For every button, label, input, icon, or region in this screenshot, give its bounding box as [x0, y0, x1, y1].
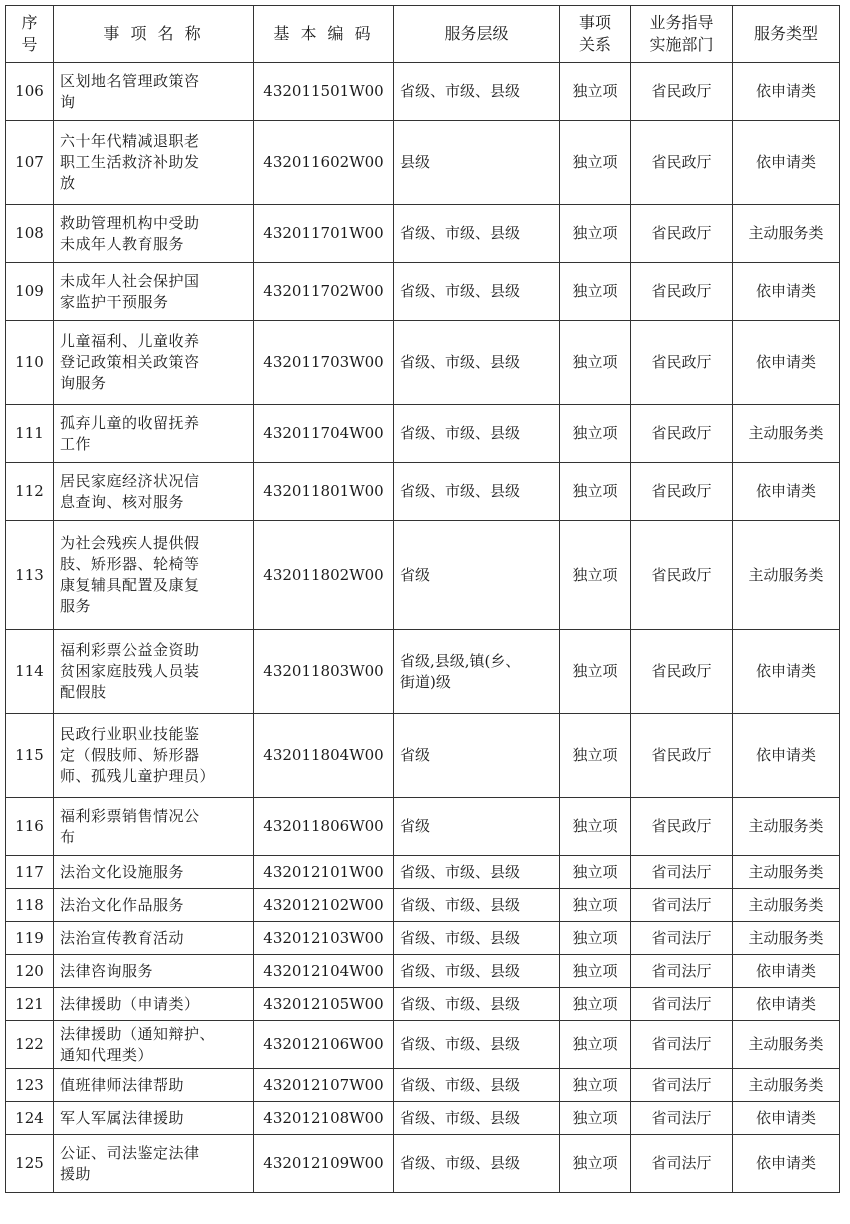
cell-name: [54, 263, 254, 321]
table-row: [6, 856, 840, 889]
table-row: [6, 922, 840, 955]
cell-level-line: 省级: [400, 746, 431, 764]
cell-relation: 独立项: [560, 321, 631, 405]
cell-type: 主动服务类: [733, 922, 840, 955]
cell-seq: 107: [6, 121, 54, 205]
cell-dept: 省民政厅: [631, 263, 733, 321]
cell-name: [54, 889, 254, 922]
cell-relation: 独立项: [560, 121, 631, 205]
cell-level-line: 省级、市级、县级: [400, 994, 521, 1013]
cell-type: 主动服务类: [733, 798, 840, 856]
cell-type: 依申请类: [733, 63, 840, 121]
cell-name: [54, 521, 254, 630]
table-row: [6, 463, 840, 521]
cell-relation: 独立项: [560, 63, 631, 121]
cell-name-line: 值班律师法律帮助: [60, 1075, 185, 1094]
cell-dept: 省司法厅: [631, 1102, 733, 1135]
cell-name-line: 未成年人社会保护国: [60, 271, 200, 290]
cell-type: 依申请类: [733, 988, 840, 1021]
cell-type: 依申请类: [733, 321, 840, 405]
cell-type: 依申请类: [733, 463, 840, 521]
table-row: [6, 988, 840, 1021]
table-row: [6, 1135, 840, 1193]
table-row: [6, 263, 840, 321]
cell-code: 432012108W00: [254, 1102, 394, 1135]
cell-name-line: 登记政策相关政策咨: [60, 353, 200, 371]
header-dept: 业务指导 实施部门: [631, 6, 733, 63]
cell-dept: 省民政厅: [631, 321, 733, 405]
cell-level-line: 省级、市级、县级: [400, 928, 521, 947]
cell-level: [394, 521, 560, 630]
cell-level: [394, 263, 560, 321]
cell-name-line: 法律咨询服务: [60, 961, 154, 980]
cell-level-line: 省级、市级、县级: [400, 895, 521, 914]
cell-code: 432012106W00: [254, 1021, 394, 1069]
cell-code: 432012105W00: [254, 988, 394, 1021]
cell-name-line: 救助管理机构中受助: [60, 213, 200, 232]
cell-seq: 117: [6, 856, 54, 889]
cell-relation: 独立项: [560, 463, 631, 521]
cell-relation: 独立项: [560, 856, 631, 889]
cell-level-line: 省级、市级、县级: [400, 1108, 521, 1127]
cell-name: [54, 798, 254, 856]
cell-dept: 省民政厅: [631, 205, 733, 263]
cell-dept: 省司法厅: [631, 922, 733, 955]
table-row: [6, 63, 840, 121]
cell-name-line: 康复辅具配置及康复: [60, 576, 200, 594]
cell-relation: 独立项: [560, 955, 631, 988]
cell-seq: 110: [6, 321, 54, 405]
cell-seq: 118: [6, 889, 54, 922]
header-code: 基 本 编 码: [254, 6, 394, 63]
cell-level-line: 省级,县级,镇(乡、: [400, 651, 521, 670]
cell-name: [54, 405, 254, 463]
cell-level-line: 省级、市级、县级: [400, 961, 521, 980]
cell-name-line: 工作: [60, 434, 92, 453]
cell-code: 432012101W00: [254, 856, 394, 889]
cell-level-line: 省级、市级、县级: [400, 1075, 521, 1094]
cell-type: 主动服务类: [733, 1069, 840, 1102]
cell-name-line: 公证、司法鉴定法律: [60, 1143, 200, 1162]
cell-dept: 省司法厅: [631, 1135, 733, 1193]
table-row: [6, 889, 840, 922]
cell-level-line: 省级: [400, 817, 431, 835]
cell-name-line: 为社会残疾人提供假: [60, 534, 200, 552]
cell-name: [54, 630, 254, 714]
cell-seq: 108: [6, 205, 54, 263]
cell-name: [54, 955, 254, 988]
cell-level: [394, 405, 560, 463]
cell-dept: 省民政厅: [631, 121, 733, 205]
cell-dept: 省司法厅: [631, 1021, 733, 1069]
cell-name-line: 息查询、核对服务: [60, 492, 185, 511]
cell-code: 432011806W00: [254, 798, 394, 856]
cell-name-line: 福利彩票公益金资助: [60, 641, 200, 659]
cell-type: 依申请类: [733, 630, 840, 714]
table-row: [6, 798, 840, 856]
cell-level: [394, 1135, 560, 1193]
cell-level: [394, 988, 560, 1021]
cell-type: 依申请类: [733, 121, 840, 205]
cell-name-line: 福利彩票销售情况公: [60, 806, 200, 825]
cell-name: [54, 63, 254, 121]
cell-level-line: 县级: [400, 153, 431, 171]
cell-seq: 106: [6, 63, 54, 121]
cell-seq: 122: [6, 1021, 54, 1069]
cell-dept: 省民政厅: [631, 405, 733, 463]
cell-code: 432011501W00: [254, 63, 394, 121]
cell-seq: 124: [6, 1102, 54, 1135]
table-row: [6, 121, 840, 205]
cell-seq: 123: [6, 1069, 54, 1102]
table-row: [6, 205, 840, 263]
cell-seq: 121: [6, 988, 54, 1021]
cell-level: [394, 955, 560, 988]
cell-relation: 独立项: [560, 988, 631, 1021]
cell-name-line: 职工生活救济补助发: [60, 153, 200, 171]
cell-level-line: 省级、市级、县级: [400, 282, 521, 300]
cell-name-line: 家监护干预服务: [60, 292, 169, 311]
cell-type: 依申请类: [733, 263, 840, 321]
cell-level: [394, 63, 560, 121]
cell-level: [394, 798, 560, 856]
cell-name-line: 儿童福利、儿童收养: [60, 332, 200, 350]
cell-name: [54, 463, 254, 521]
cell-code: 432012104W00: [254, 955, 394, 988]
cell-level-line: 省级、市级、县级: [400, 353, 521, 371]
cell-name-line: 师、孤残儿童护理员）: [60, 767, 216, 785]
cell-type: 依申请类: [733, 714, 840, 798]
cell-seq: 114: [6, 630, 54, 714]
header-level: 服务层级: [394, 6, 560, 63]
cell-dept: 省民政厅: [631, 521, 733, 630]
cell-seq: 119: [6, 922, 54, 955]
cell-name: [54, 321, 254, 405]
cell-level: [394, 1102, 560, 1135]
services-table: [5, 5, 840, 1193]
cell-dept: 省民政厅: [631, 714, 733, 798]
cell-relation: 独立项: [560, 1102, 631, 1135]
cell-name: [54, 988, 254, 1021]
cell-seq: 111: [6, 405, 54, 463]
cell-relation: 独立项: [560, 205, 631, 263]
cell-name-line: 配假肢: [60, 683, 107, 701]
cell-code: 432011602W00: [254, 121, 394, 205]
cell-dept: 省民政厅: [631, 463, 733, 521]
cell-type: 依申请类: [733, 955, 840, 988]
cell-name-line: 定（假肢师、矫形器: [60, 746, 200, 764]
cell-name: [54, 922, 254, 955]
cell-relation: 独立项: [560, 798, 631, 856]
cell-seq: 125: [6, 1135, 54, 1193]
table-row: [6, 405, 840, 463]
cell-seq: 112: [6, 463, 54, 521]
table-body: [6, 63, 840, 1193]
cell-code: 432012102W00: [254, 889, 394, 922]
cell-name-line: 法治文化设施服务: [60, 862, 185, 881]
cell-seq: 115: [6, 714, 54, 798]
cell-code: 432011804W00: [254, 714, 394, 798]
cell-code: 432011702W00: [254, 263, 394, 321]
cell-type: 依申请类: [733, 1135, 840, 1193]
table-header: [6, 6, 840, 63]
cell-code: 432012107W00: [254, 1069, 394, 1102]
cell-name-line: 区划地名管理政策咨: [60, 71, 200, 90]
cell-code: 432012109W00: [254, 1135, 394, 1193]
cell-name: [54, 121, 254, 205]
cell-name-line: 肢、矫形器、轮椅等: [60, 555, 200, 573]
table-row: [6, 955, 840, 988]
header-name: 事 项 名 称: [54, 6, 254, 63]
table-row: [6, 1069, 840, 1102]
cell-name-line: 法律援助（通知辩护、: [60, 1024, 216, 1043]
cell-level: [394, 630, 560, 714]
cell-name: [54, 205, 254, 263]
cell-name-line: 法治宣传教育活动: [60, 928, 185, 947]
table-row: [6, 630, 840, 714]
cell-code: 432011803W00: [254, 630, 394, 714]
cell-name-line: 布: [60, 827, 76, 846]
cell-name: [54, 1102, 254, 1135]
cell-name-line: 放: [60, 174, 76, 192]
cell-code: 432011701W00: [254, 205, 394, 263]
cell-level: [394, 922, 560, 955]
cell-level-line: 省级、市级、县级: [400, 1035, 521, 1053]
cell-level-line: 省级: [400, 565, 431, 584]
cell-name-line: 六十年代精减退职老: [60, 132, 200, 150]
header-type: 服务类型: [733, 6, 840, 63]
cell-name-line: 军人军属法律援助: [60, 1108, 185, 1127]
cell-relation: 独立项: [560, 714, 631, 798]
cell-code: 432012103W00: [254, 922, 394, 955]
cell-seq: 109: [6, 263, 54, 321]
cell-relation: 独立项: [560, 922, 631, 955]
cell-code: 432011802W00: [254, 521, 394, 630]
cell-level-line: 省级、市级、县级: [400, 424, 521, 442]
cell-dept: 省司法厅: [631, 988, 733, 1021]
table-row: [6, 1021, 840, 1069]
cell-relation: 独立项: [560, 405, 631, 463]
cell-dept: 省司法厅: [631, 889, 733, 922]
cell-type: 主动服务类: [733, 1021, 840, 1069]
cell-level: [394, 205, 560, 263]
cell-seq: 120: [6, 955, 54, 988]
cell-type: 主动服务类: [733, 889, 840, 922]
header-relation: 事项 关系: [560, 6, 631, 63]
cell-relation: 独立项: [560, 263, 631, 321]
cell-name: [54, 1135, 254, 1193]
cell-type: 主动服务类: [733, 856, 840, 889]
cell-name-line: 法律援助（申请类）: [60, 994, 200, 1013]
cell-seq: 116: [6, 798, 54, 856]
cell-name-line: 服务: [60, 597, 92, 615]
cell-code: 432011801W00: [254, 463, 394, 521]
cell-name-line: 孤弃儿童的收留抚养: [60, 413, 200, 432]
cell-type: 依申请类: [733, 1102, 840, 1135]
cell-relation: 独立项: [560, 1069, 631, 1102]
header-seq: 序 号: [6, 6, 54, 63]
cell-level-line: 省级、市级、县级: [400, 862, 521, 881]
cell-name-line: 贫困家庭肢残人员装: [60, 662, 200, 680]
table-row: [6, 1102, 840, 1135]
cell-name-line: 询: [60, 92, 76, 111]
table-row: [6, 321, 840, 405]
cell-name: [54, 856, 254, 889]
cell-level: [394, 1069, 560, 1102]
cell-type: 主动服务类: [733, 205, 840, 263]
cell-level-line: 省级、市级、县级: [400, 482, 521, 500]
cell-dept: 省司法厅: [631, 1069, 733, 1102]
cell-type: 主动服务类: [733, 405, 840, 463]
cell-relation: 独立项: [560, 1135, 631, 1193]
cell-level: [394, 121, 560, 205]
cell-name-line: 通知代理类）: [60, 1045, 154, 1064]
cell-level-line: 省级、市级、县级: [400, 1154, 521, 1172]
cell-name-line: 未成年人教育服务: [60, 234, 185, 253]
cell-name: [54, 714, 254, 798]
cell-level-line: 街道)级: [400, 672, 451, 691]
cell-level: [394, 321, 560, 405]
cell-relation: 独立项: [560, 521, 631, 630]
cell-type: 主动服务类: [733, 521, 840, 630]
cell-level: [394, 463, 560, 521]
cell-name-line: 援助: [60, 1164, 92, 1183]
cell-level: [394, 714, 560, 798]
cell-name-line: 居民家庭经济状况信: [60, 471, 200, 490]
cell-code: 432011703W00: [254, 321, 394, 405]
cell-dept: 省司法厅: [631, 856, 733, 889]
table-row: [6, 521, 840, 630]
cell-dept: 省司法厅: [631, 955, 733, 988]
cell-dept: 省民政厅: [631, 63, 733, 121]
cell-name-line: 法治文化作品服务: [60, 895, 185, 914]
cell-relation: 独立项: [560, 889, 631, 922]
cell-dept: 省民政厅: [631, 798, 733, 856]
cell-relation: 独立项: [560, 1021, 631, 1069]
cell-name-line: 询服务: [60, 374, 107, 392]
cell-code: 432011704W00: [254, 405, 394, 463]
cell-dept: 省民政厅: [631, 630, 733, 714]
cell-relation: 独立项: [560, 630, 631, 714]
cell-level: [394, 889, 560, 922]
cell-level: [394, 856, 560, 889]
cell-name: [54, 1069, 254, 1102]
cell-seq: 113: [6, 521, 54, 630]
table-row: [6, 714, 840, 798]
cell-level-line: 省级、市级、县级: [400, 82, 521, 100]
cell-name: [54, 1021, 254, 1069]
cell-name-line: 民政行业职业技能鉴: [60, 725, 200, 743]
cell-level-line: 省级、市级、县级: [400, 224, 521, 242]
cell-level: [394, 1021, 560, 1069]
